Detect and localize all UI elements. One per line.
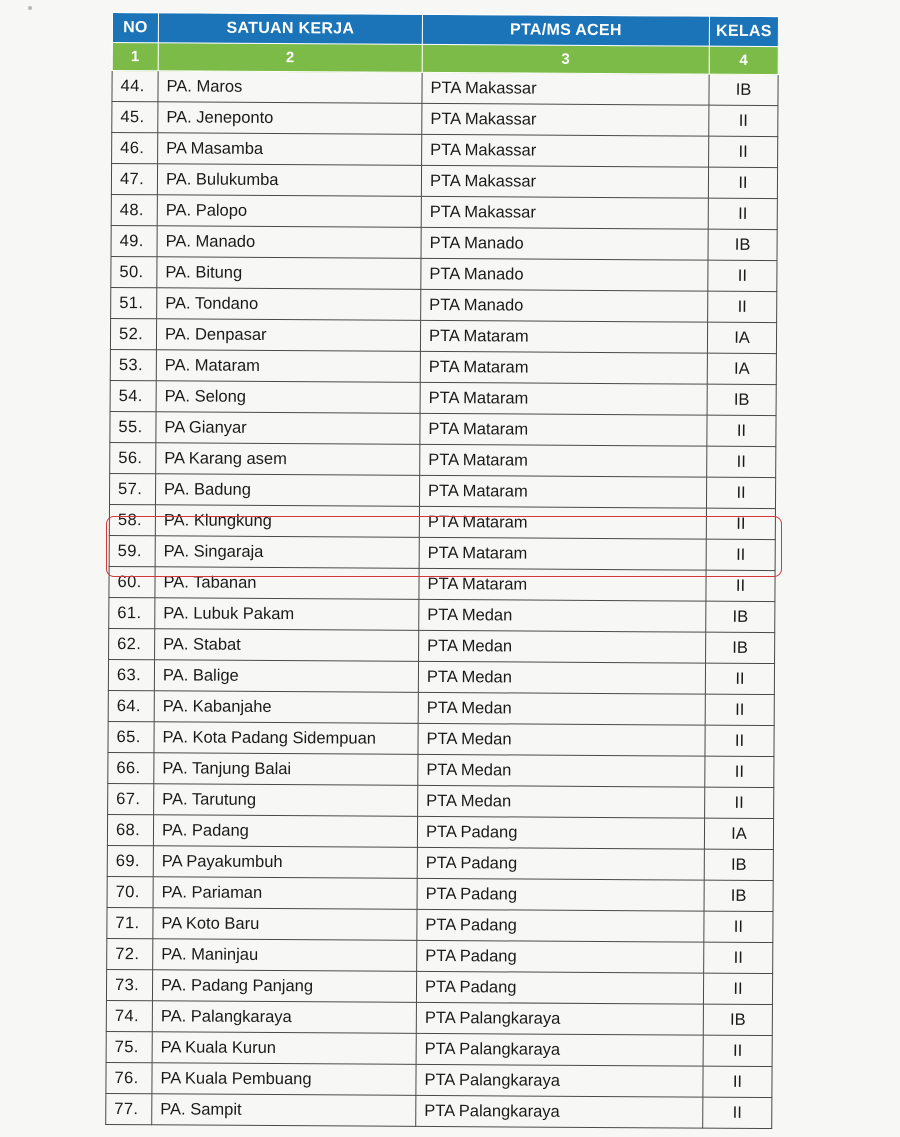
cell-satuan-kerja: PA Kuala Kurun [152,1032,416,1065]
cell-pta: PTA Makassar [422,134,709,167]
cell-kelas: II [708,291,777,322]
table-row [107,938,773,973]
cell-pta: PTA Padang [417,909,704,942]
cell-pta: PTA Medan [418,754,705,787]
table-row [109,473,775,508]
column-number-kelas: 4 [709,46,778,74]
cell-kelas: IB [704,849,773,880]
cell-no: 62. [109,628,155,659]
cell-pta: PTA Padang [417,816,704,849]
cell-satuan-kerja: PA. Tabanan [155,567,419,600]
header-kelas: KELAS [709,16,778,46]
table-row [112,102,778,137]
cell-pta: PTA Mataram [420,413,707,446]
cell-satuan-kerja: PA. Mataram [156,350,420,383]
cell-pta: PTA Palangkaraya [416,1095,703,1128]
cell-no: 45. [112,102,158,133]
cell-kelas: II [707,446,776,477]
cell-satuan-kerja: PA. Klungkung [155,505,419,538]
header-no: NO [112,13,158,43]
cell-satuan-kerja: PA. Palangkaraya [152,1001,416,1034]
column-number-pta: 3 [422,44,709,74]
cell-satuan-kerja: PA. Singaraja [155,536,419,569]
column-number-row [112,43,778,75]
cell-no: 48. [111,194,157,225]
cell-satuan-kerja: PA. Kabanjahe [154,691,418,724]
cell-no: 55. [110,411,156,442]
column-number-satuan-kerja: 2 [158,43,422,73]
cell-no: 47. [111,164,157,195]
cell-pta: PTA Medan [418,692,705,725]
cell-pta: PTA Medan [418,723,705,756]
table-row [106,969,772,1004]
cell-satuan-kerja: PA. Maros [158,71,422,104]
header-satuan-kerja: SATUAN KERJA [158,13,422,45]
cell-satuan-kerja: PA. Padang Panjang [152,970,416,1003]
cell-kelas: IB [706,632,775,663]
cell-no: 60. [109,566,155,597]
cell-kelas: II [706,508,775,539]
table-row [106,1093,772,1128]
cell-no: 44. [112,71,158,102]
cell-no: 66. [108,752,154,783]
cell-kelas: II [705,725,774,756]
cell-no: 71. [107,907,153,938]
cell-no: 70. [107,876,153,907]
cell-satuan-kerja: PA Masamba [158,133,422,166]
table-row [108,659,774,694]
cell-kelas: IB [709,74,778,105]
cell-satuan-kerja: PA. Pariaman [153,877,417,910]
table-row [112,71,778,106]
cell-no: 58. [109,504,155,535]
table-row [110,318,776,353]
cell-pta: PTA Makassar [421,165,708,198]
cell-kelas: IA [707,322,776,353]
cell-pta: PTA Manado [421,227,708,260]
table-row [107,814,773,849]
cell-kelas: IB [708,229,777,260]
cell-satuan-kerja: PA Gianyar [156,412,420,445]
table-row [107,907,773,942]
cell-pta: PTA Padang [416,971,703,1004]
table-row [111,164,777,199]
cell-satuan-kerja: PA. Tondano [157,288,421,321]
cell-pta: PTA Makassar [421,196,708,229]
cell-kelas: II [703,973,772,1004]
table-row [111,256,777,291]
cell-kelas: II [709,105,778,136]
table-body [106,71,778,1129]
cell-kelas: II [705,787,774,818]
table-row [110,442,776,477]
table-row [106,1031,772,1066]
cell-pta: PTA Palangkaraya [416,1064,703,1097]
cell-kelas: II [707,415,776,446]
cell-satuan-kerja: PA. Jeneponto [158,102,422,135]
cell-no: 67. [108,783,154,814]
cell-no: 56. [110,442,156,473]
cell-kelas: IB [707,384,776,415]
cell-pta: PTA Manado [421,289,708,322]
cell-kelas: II [705,663,774,694]
cell-kelas: IA [707,353,776,384]
cell-no: 50. [111,256,157,287]
cell-pta: PTA Mataram [419,537,706,570]
cell-satuan-kerja: PA. Kota Padang Sidempuan [154,722,418,755]
cell-no: 76. [106,1062,152,1093]
cell-satuan-kerja: PA Payakumbuh [153,846,417,879]
cell-no: 77. [106,1093,152,1124]
cell-pta: PTA Padang [417,878,704,911]
cell-satuan-kerja: PA. Balige [154,660,418,693]
cell-no: 46. [112,133,158,164]
cell-kelas: II [703,1097,772,1128]
cell-pta: PTA Padang [417,940,704,973]
table-row [110,380,776,415]
cell-pta: PTA Makassar [422,103,709,136]
cell-satuan-kerja: PA. Tanjung Balai [154,753,418,786]
cell-pta: PTA Mataram [419,506,706,539]
cell-pta: PTA Manado [421,258,708,291]
cell-no: 69. [107,845,153,876]
table-row [111,287,777,322]
cell-kelas: IB [704,880,773,911]
table-row [108,690,774,725]
cell-kelas: II [706,570,775,601]
cell-satuan-kerja: PA. Lubuk Pakam [155,598,419,631]
scan-speck [28,6,32,10]
cell-pta: PTA Medan [418,661,705,694]
cell-kelas: II [703,1066,772,1097]
cell-no: 59. [109,535,155,566]
cell-satuan-kerja: PA. Padang [153,815,417,848]
cell-pta: PTA Padang [417,847,704,880]
table-row [108,752,774,787]
header-row [112,13,778,47]
cell-no: 75. [106,1031,152,1062]
cell-satuan-kerja: PA Kuala Pembuang [152,1063,416,1096]
cell-kelas: II [709,136,778,167]
highlight-annotation-box [106,516,782,577]
header-pta: PTA/MS ACEH [422,14,709,46]
table-row [111,225,777,260]
cell-satuan-kerja: PA. Badung [155,474,419,507]
cell-pta: PTA Mataram [420,320,707,353]
cell-no: 49. [111,225,157,256]
cell-satuan-kerja: PA. Bulukumba [157,164,421,197]
table-row [107,845,773,880]
cell-kelas: IB [703,1004,772,1035]
cell-no: 72. [107,938,153,969]
cell-satuan-kerja: PA Karang asem [156,443,420,476]
cell-satuan-kerja: PA. Sampit [152,1094,416,1127]
cell-kelas: II [705,756,774,787]
table-row [109,628,775,663]
cell-satuan-kerja: PA. Palopo [157,195,421,228]
table-row [106,1062,772,1097]
cell-pta: PTA Mataram [420,382,707,415]
column-number-no: 1 [112,43,158,71]
cell-pta: PTA Mataram [420,444,707,477]
table-row [109,597,775,632]
cell-pta: PTA Medan [419,630,706,663]
cell-kelas: II [703,1035,772,1066]
cell-no: 51. [111,287,157,318]
cell-pta: PTA Mataram [420,351,707,384]
cell-kelas: II [708,167,777,198]
cell-no: 73. [106,969,152,1000]
table-row [112,133,778,168]
cell-no: 68. [107,814,153,845]
cell-pta: PTA Palangkaraya [416,1002,703,1035]
cell-kelas: II [706,477,775,508]
cell-pta: PTA Medan [418,785,705,818]
cell-pta: PTA Mataram [419,475,706,508]
cell-satuan-kerja: PA Koto Baru [153,908,417,941]
cell-satuan-kerja: PA. Stabat [155,629,419,662]
cell-kelas: IB [706,601,775,632]
cell-no: 65. [108,721,154,752]
cell-satuan-kerja: PA. Manado [157,226,421,259]
cell-no: 57. [109,473,155,504]
table-row [111,194,777,229]
table-row [106,1000,772,1035]
cell-satuan-kerja: PA. Denpasar [156,319,420,352]
cell-kelas: II [705,694,774,725]
cell-pta: PTA Palangkaraya [416,1033,703,1066]
cell-no: 54. [110,380,156,411]
table-row [110,349,776,384]
cell-satuan-kerja: PA. Bitung [157,257,421,290]
cell-no: 53. [110,349,156,380]
cell-kelas: IA [704,818,773,849]
cell-satuan-kerja: PA. Maninjau [153,939,417,972]
cell-no: 52. [110,318,156,349]
cell-satuan-kerja: PA. Selong [156,381,420,414]
cell-kelas: II [704,942,773,973]
cell-kelas: II [706,539,775,570]
cell-pta: PTA Medan [419,599,706,632]
cell-no: 63. [108,659,154,690]
cell-pta: PTA Mataram [419,568,706,601]
cell-kelas: II [704,911,773,942]
cell-no: 61. [109,597,155,628]
cell-no: 64. [108,690,154,721]
cell-pta: PTA Makassar [422,72,709,105]
table-row [108,721,774,756]
table-row [107,876,773,911]
table-row [108,783,774,818]
cell-kelas: II [708,260,777,291]
cell-no: 74. [106,1000,152,1031]
cell-satuan-kerja: PA. Tarutung [154,784,418,817]
table-row [110,411,776,446]
cell-kelas: II [708,198,777,229]
